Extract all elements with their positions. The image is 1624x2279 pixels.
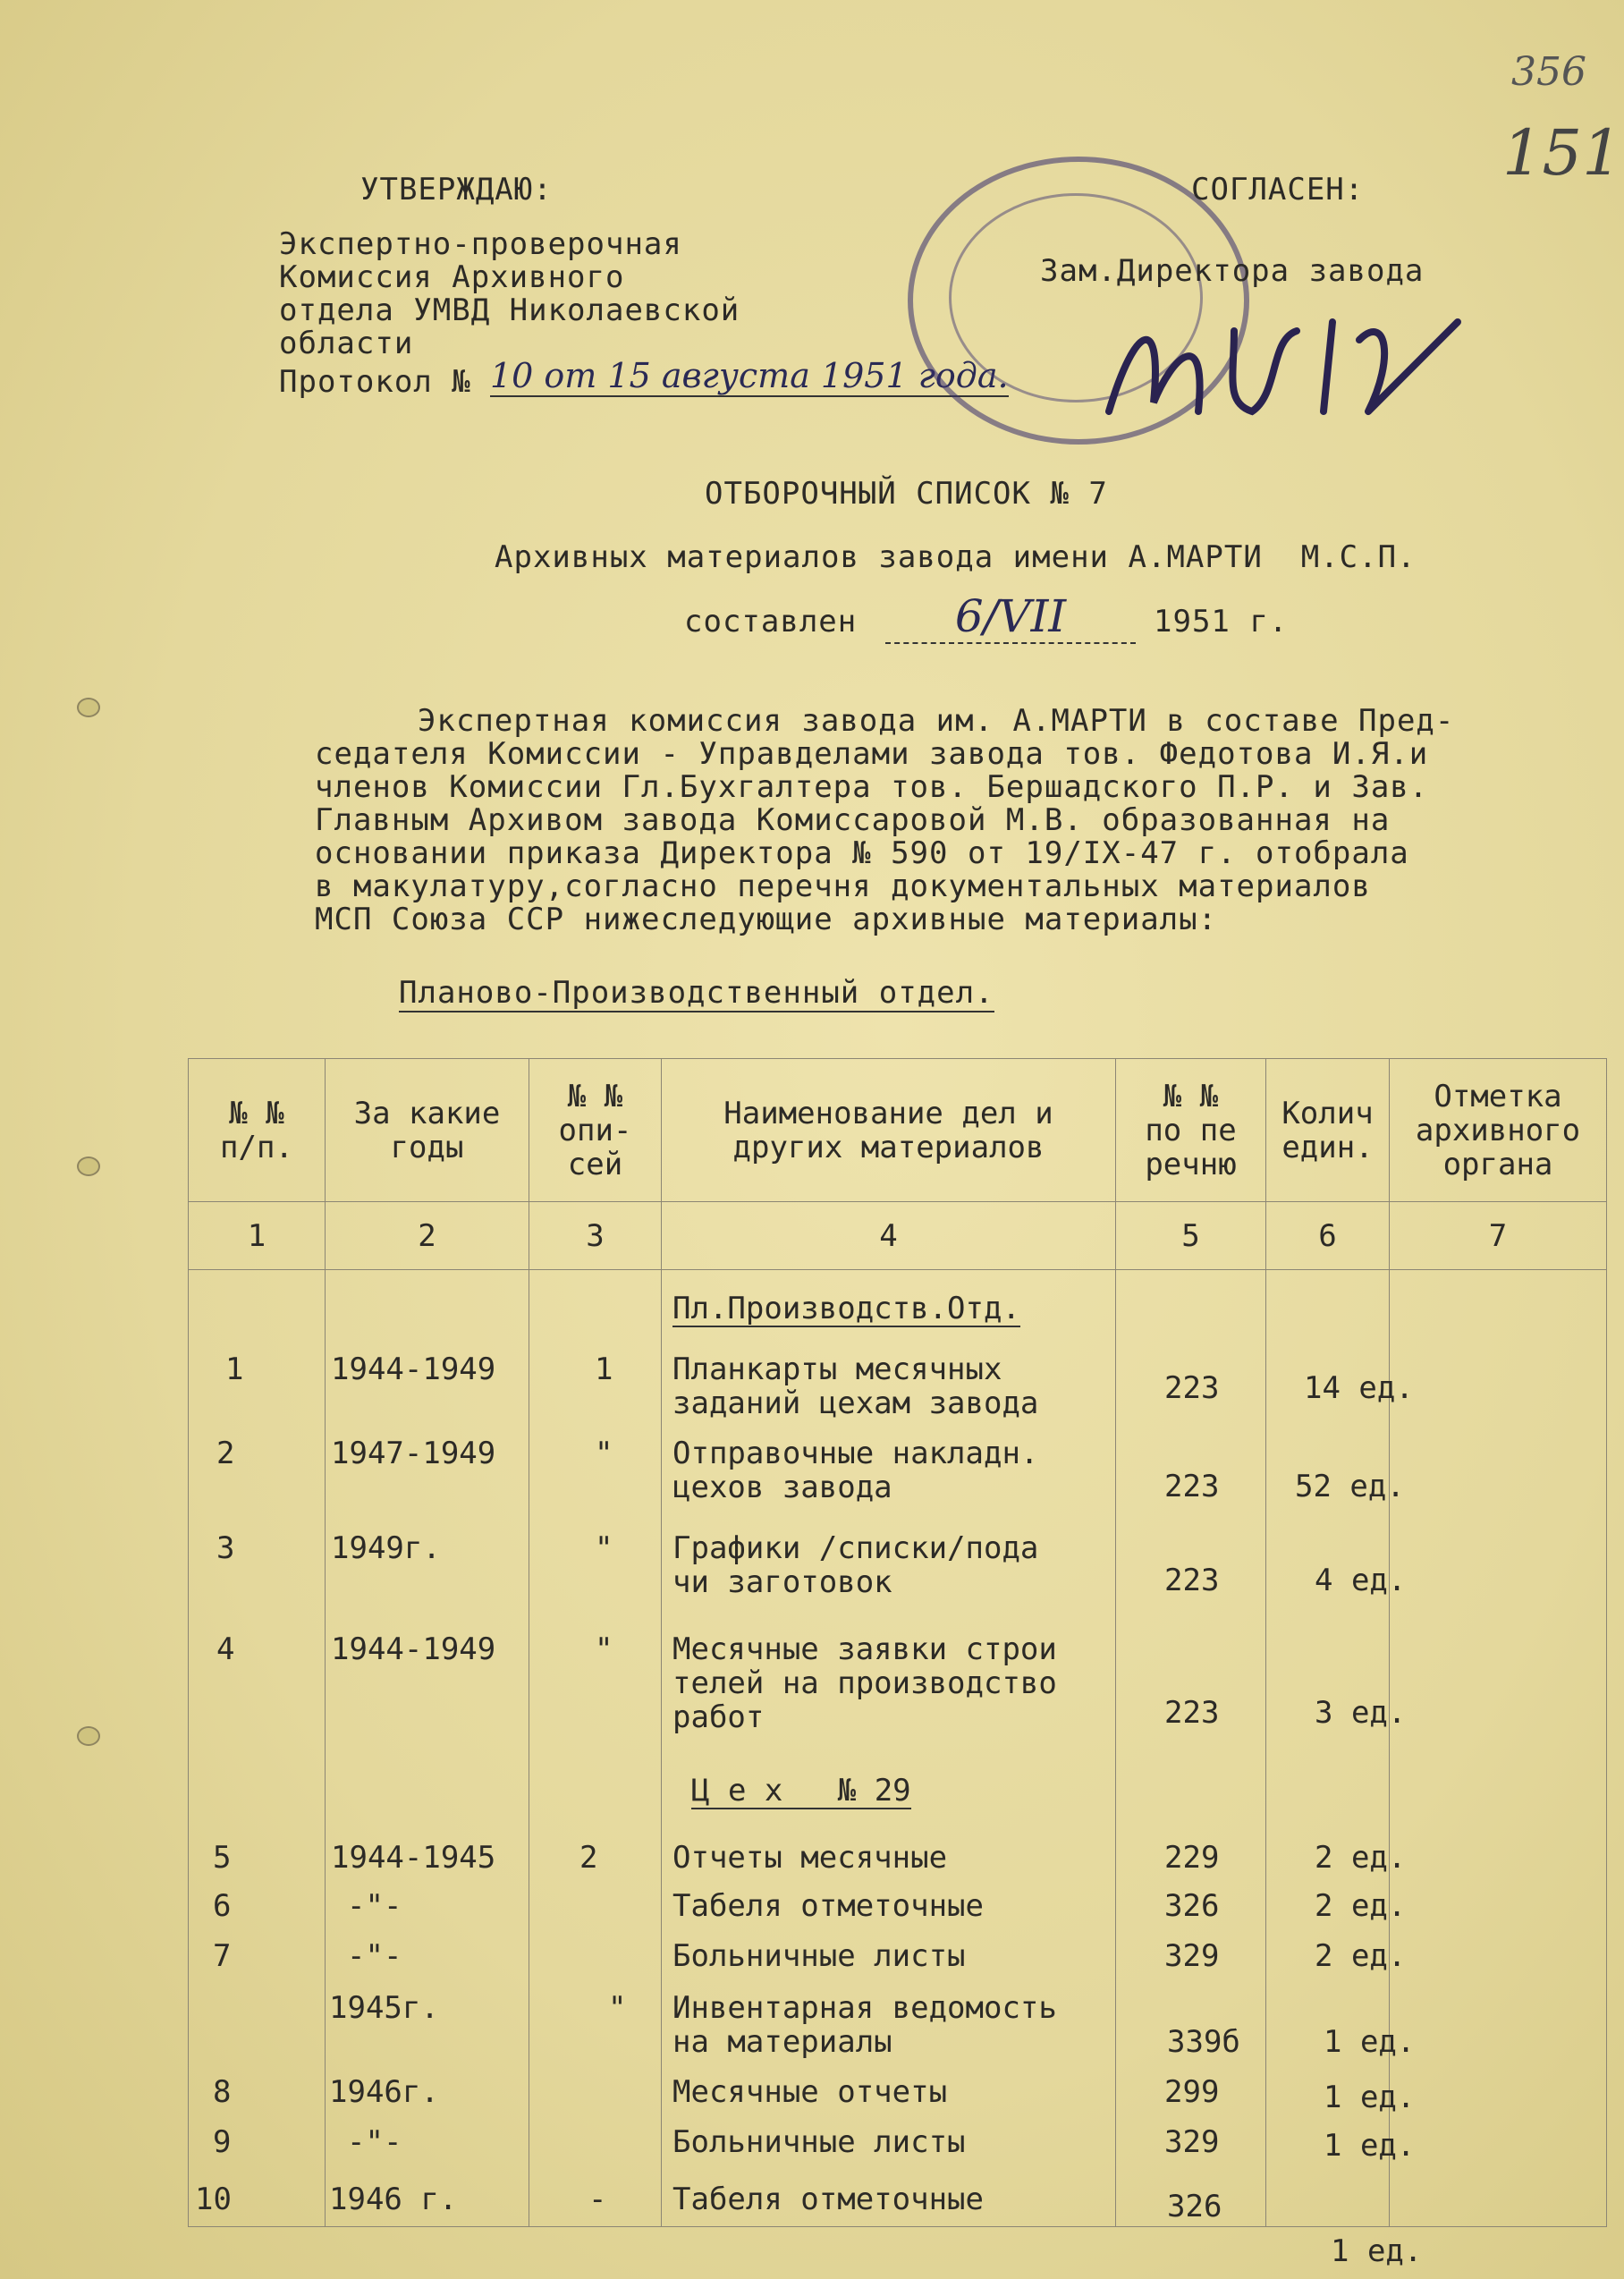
approval-left-line1: Экспертно-проверочная xyxy=(279,226,682,262)
row-1-inventory: 1 xyxy=(595,1351,613,1387)
section-heading-shop-29: Ц е х № 29 xyxy=(691,1773,911,1809)
body-line-3: членов Комиссии Гл.Бухгалтера тов. Бершадского П.Р. и Зав. xyxy=(315,769,1429,805)
header-qty: Колич един. xyxy=(1266,1059,1390,1202)
row-5-qty: 2 ед. xyxy=(1315,1840,1407,1876)
compiled-label: составлен xyxy=(684,604,858,640)
row-3-inventory: " xyxy=(595,1530,613,1566)
row-3-name: Графики /списки/пода чи заготовок xyxy=(672,1530,1039,1600)
body-line-2: седателя Комиссии - Управделами завода тов. Федотова И.Я.и xyxy=(315,736,1429,772)
row-8-qty: 1 ед. xyxy=(1324,2080,1416,2115)
row-6-name: Табеля отметочные xyxy=(672,1888,984,1924)
list-subtitle: Архивных материалов завода имени А.МАРТИ М.С.П. xyxy=(495,539,1417,575)
body-line-5: основании приказа Директора № 590 от 19/IX-47 г. отобрала xyxy=(315,835,1409,871)
row-4-ref: 223 xyxy=(1164,1695,1220,1731)
row-6-number: 6 xyxy=(213,1888,232,1924)
col-num-7: 7 xyxy=(1390,1202,1607,1270)
row-7-number: 7 xyxy=(213,1938,232,1974)
approval-right-heading: СОГЛАСЕН: xyxy=(1191,172,1365,208)
row-9-name: Больничные листы xyxy=(672,2124,966,2160)
department-heading: Планово-Производственный отдел. xyxy=(399,975,994,1011)
row-7b-years: 1945г. xyxy=(329,1990,439,2026)
row-4-years: 1944-1949 xyxy=(331,1631,496,1667)
row-6-ref: 326 xyxy=(1164,1888,1220,1924)
row-9-years: -"- xyxy=(347,2124,402,2160)
row-2-years: 1947-1949 xyxy=(331,1436,496,1471)
col-num-2: 2 xyxy=(326,1202,529,1270)
row-3-qty: 4 ед. xyxy=(1315,1563,1407,1598)
protocol-label: Протокол № xyxy=(279,364,471,400)
row-9-qty: 1 ед. xyxy=(1324,2128,1416,2164)
table-header-row xyxy=(189,1059,1607,1202)
body-line-1: Экспертная комиссия завода им. А.МАРТИ в составе Пред- xyxy=(418,703,1455,739)
body-line-4: Главным Архивом завода Комиссаровой М.В. образованная на xyxy=(315,802,1391,838)
approval-left-heading: УТВЕРЖДАЮ: xyxy=(360,172,553,208)
row-7-qty: 2 ед. xyxy=(1315,1938,1407,1974)
signature xyxy=(1100,304,1493,429)
margin-note-bottom: 151 xyxy=(1502,116,1622,190)
row-2-qty: 52 ед. xyxy=(1295,1469,1405,1504)
row-1-years: 1944-1949 xyxy=(331,1351,496,1387)
row-7b-inventory: " xyxy=(608,1990,627,2026)
row-8-years: 1946г. xyxy=(329,2074,439,2110)
row-4-name: Месячные заявки строи телей на производство работ xyxy=(672,1631,1057,1735)
row-5-number: 5 xyxy=(213,1840,232,1876)
body-line-7: МСП Союза ССР нижеследующие архивные материалы: xyxy=(315,902,1218,937)
compiled-year: 1951 г. xyxy=(1154,604,1289,640)
header-inventory: № № опи- сей xyxy=(529,1059,662,1202)
row-10-inventory: - xyxy=(588,2182,607,2217)
col-num-3: 3 xyxy=(529,1202,662,1270)
row-9-ref: 329 xyxy=(1164,2124,1220,2160)
row-10-number: 10 xyxy=(195,2182,232,2217)
row-4-number: 4 xyxy=(216,1631,235,1667)
body-line-6: в макулатуру,согласно перечня документальных материалов xyxy=(315,868,1371,904)
approval-left-line2: Комиссия Архивного xyxy=(279,259,625,295)
row-10-ref: 326 xyxy=(1167,2189,1222,2224)
protocol-handwritten: 10 от 15 августа 1951 года. xyxy=(490,356,1009,395)
row-3-number: 3 xyxy=(216,1530,235,1566)
row-8-name: Месячные отчеты xyxy=(672,2074,948,2110)
approval-right-line1: Зам.Директора завода xyxy=(1040,253,1425,289)
compiled-date-handwritten: 6/VII xyxy=(885,590,1136,644)
row-9-number: 9 xyxy=(213,2124,232,2160)
row-6-years: -"- xyxy=(347,1888,402,1924)
header-years: За какие годы xyxy=(326,1059,529,1202)
row-3-years: 1949г. xyxy=(331,1530,441,1566)
margin-note-top: 356 xyxy=(1511,49,1586,95)
row-7b-name: Инвентарная ведомость на материалы xyxy=(672,1990,1057,2060)
header-number: № № п/п. xyxy=(189,1059,326,1202)
row-2-name: Отправочные накладн. цехов завода xyxy=(672,1436,1039,1505)
row-2-inventory: " xyxy=(595,1436,613,1471)
row-8-ref: 299 xyxy=(1164,2074,1220,2110)
row-2-ref: 223 xyxy=(1164,1469,1220,1504)
row-5-ref: 229 xyxy=(1164,1840,1220,1876)
row-4-qty: 3 ед. xyxy=(1315,1695,1407,1731)
row-2-number: 2 xyxy=(216,1436,235,1471)
row-1-ref: 223 xyxy=(1164,1370,1220,1406)
row-10-name: Табеля отметочные xyxy=(672,2182,984,2217)
col-num-1: 1 xyxy=(189,1202,326,1270)
row-7-years: -"- xyxy=(347,1938,402,1974)
row-7-name: Больничные листы xyxy=(672,1938,966,1974)
row-7b-qty: 1 ед. xyxy=(1324,2024,1416,2060)
row-1-qty: 14 ед. xyxy=(1304,1370,1414,1406)
col-num-4: 4 xyxy=(662,1202,1116,1270)
row-6-qty: 2 ед. xyxy=(1315,1888,1407,1924)
row-10-years: 1946 г. xyxy=(329,2182,458,2217)
header-ref: № № по пе речню xyxy=(1116,1059,1266,1202)
col-num-5: 5 xyxy=(1116,1202,1266,1270)
row-7b-ref: 339б xyxy=(1167,2024,1240,2060)
row-5-name: Отчеты месячные xyxy=(672,1840,948,1876)
header-name: Наименование дел и других материалов xyxy=(662,1059,1116,1202)
row-3-ref: 223 xyxy=(1164,1563,1220,1598)
section-heading-planning: Пл.Производств.Отд. xyxy=(672,1291,1020,1326)
list-title: ОТБОРОЧНЫЙ СПИСОК № 7 xyxy=(705,476,1108,512)
approval-left-line3: отдела УМВД Николаевской xyxy=(279,292,740,328)
approval-left-line4: области xyxy=(279,326,414,361)
row-1-name: Планкарты месячных заданий цехам завода xyxy=(672,1351,1039,1421)
row-5-inventory: 2 xyxy=(579,1840,598,1876)
column-numbers-row xyxy=(189,1202,1607,1270)
row-4-inventory: " xyxy=(595,1631,613,1667)
col-num-6: 6 xyxy=(1266,1202,1390,1270)
row-10-qty: 1 ед. xyxy=(1331,2233,1423,2269)
row-8-number: 8 xyxy=(213,2074,232,2110)
row-5-years: 1944-1945 xyxy=(331,1840,496,1876)
header-archive-mark: Отметка архивного органа xyxy=(1390,1059,1607,1202)
row-7-ref: 329 xyxy=(1164,1938,1220,1974)
row-1-number: 1 xyxy=(225,1351,244,1387)
